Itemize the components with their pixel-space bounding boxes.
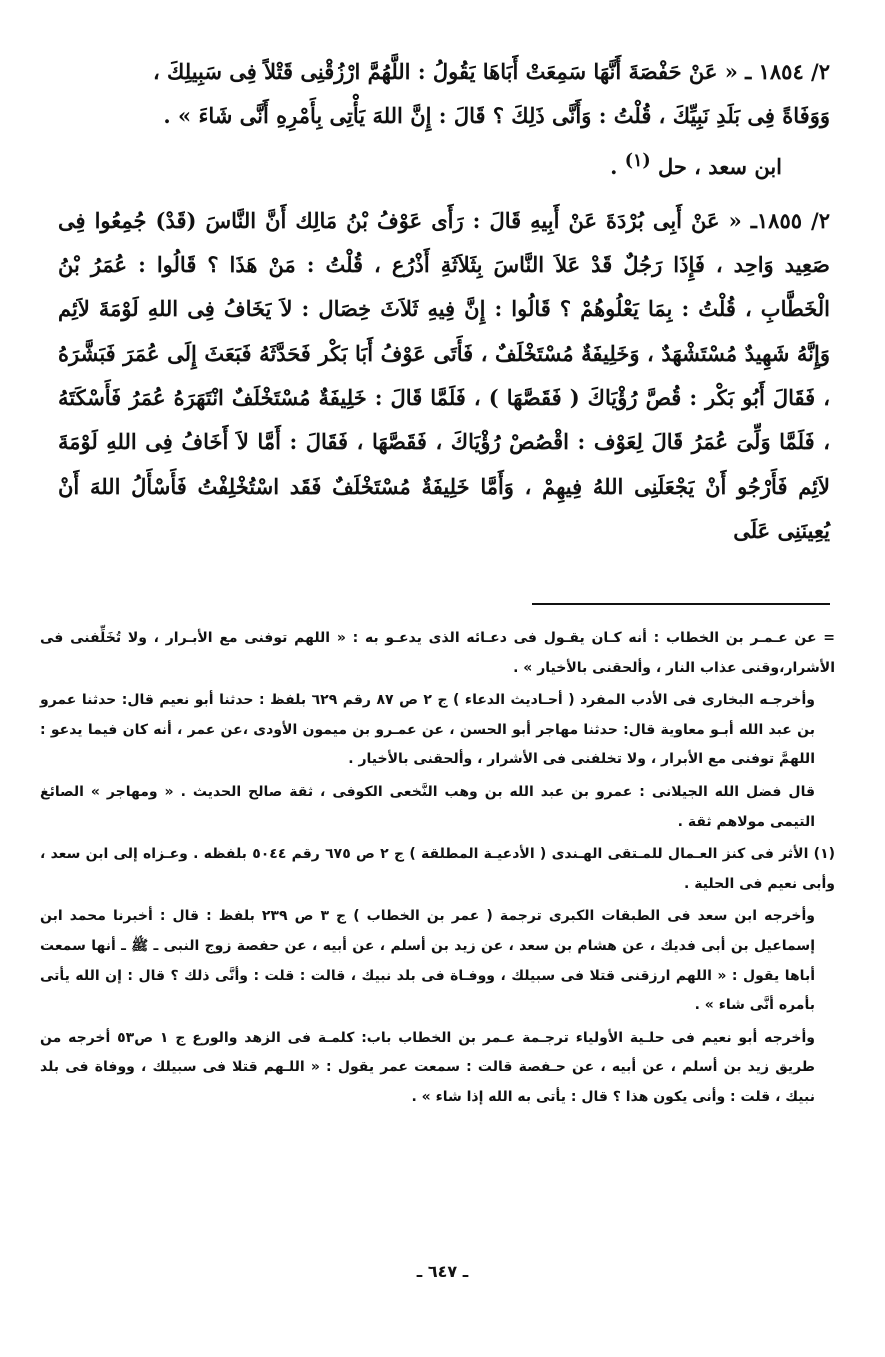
hadith-1854-line-1: ٢/ ١٨٥٤ ـ « عَنْ حَفْصَةَ أَنَّهَا سَمِعَتْ أَبَاهَا يَقُولُ : اللَّهُمَّ ارْزُقْنِى قَتْلاً فِى سَبِيلِكَ ، (152, 59, 830, 84)
footnotes (40, 624, 835, 1116)
source-end: . (610, 153, 625, 179)
footnote-divider (532, 603, 830, 605)
source-text: ابن سعد ، حل (657, 153, 782, 179)
footnote-ref: (١) (624, 150, 651, 171)
hadith-1854-line-2: وَوَفَاةً فِى بَلَدِ نَبِيِّكَ ، قُلْتُ : وَأَنَّى ذَلِكَ ؟ قَالَ : إِنَّ اللهَ يَأْتِى بِأَمْرِهِ أَنَّى شَاءَ » . (163, 103, 830, 129)
footnote-continued-1: = عن عـمـر بن الخطاب : أنه كـان يقـول فى دعـائه الذى يدعـو به : « اللهم توفنى مع الأبـرار ، ولا تُخَلِّفنى فى الأشرار،وقنى عذاب النار ، وألحقنى بالأخيار » . (40, 630, 835, 676)
footnote-1-ibn-saad: وأخرجه ابن سعد فى الطبقات الكبرى ترجمة ( عمر بن الخطاب ) ج ٣ ص ٢٣٩ بلفظ : قال : أخبرنا محمد ابن إسماعيل بن أبى فديك ، عن هشام بن سعد ، عن زيد بن أسلم ، عن أبيه ، عن حفصة زوج النبى ـ ﷺ ـ أنها سمعت أباها يقول : « اللهم ارزقنى قتلا فى سبيلك ، ووفـاة فى بلد نبيك ، قالت : قلت : وأنَّى ذلك ؟ قال : إن الله يأتى بأمره أنَّى شاء » . (40, 908, 815, 1014)
footnote-1-intro: (١) الأثر فى كنز العـمال للمـتقى الهـندى ( الأدعيـة المطلقة ) ج ٢ ص ٦٧٥ رقم ٥٠٤٤ بلفظه . وعـزاه إلى ابن سعد ، وأبى نعيم فى الحلية . (40, 846, 836, 892)
page-number: ـ ٦٤٧ ـ (416, 1262, 469, 1281)
main-text (58, 50, 830, 553)
hadith-1854-source (58, 139, 830, 189)
footnote-continued-2: وأخرجـه البخارى فى الأدب المفرد ( أحـاديث الدعاء ) ج ٢ ص ٨٧ رقم ٦٢٩ بلفظ : حدثنا أبو نعيم قال: حدثنا عمرو بن عبد الله أبـو معاوية قال: حدثنا مهاجر أبو الحسن ، عن عمـرو بن ميمون الأودى ،عن عمر ، أنه كان فيما يدعو : اللهمَّ توفنى مع الأبرار ، ولا تخلفنى فى الأشرار ، وألحقنى بالأخيار . (40, 692, 815, 768)
hadith-1855: ٢/ ١٨٥٥ـ « عَنْ أَبِى بُرْدَةَ عَنْ أَبِيهِ قَالَ : رَأَى عَوْفُ بْنُ مَالِك أَنَّ النَّاسَ (قَدْ) جُمِعُوا فِى صَعِيد وَاحِد ، فَإِذَا رَجُلٌ قَدْ عَلاَ النَّاسَ بِثَلاَثَةِ أَذْرُع ، قُلْتُ : مَنْ هَذَا ؟ قَالُوا : عُمَرُ بْنُ الْخَطَّابِ ، قُلْتُ : بِمَا يَعْلُوهُمْ ؟ قَالُوا : إِنَّ فِيهِ ثَلاَثَ خِصَال : لاَ يَخَافُ فِى اللهِ لَوْمَةَ لاَئِم وَإِنَّهُ شَهِيدٌ مُسْتَشْهَدٌ ، وَخَلِيفَةٌ مُسْتَخْلَفٌ ، فَأَتَى عَوْفُ أَبَا بَكْر فَحَدَّثَهُ فَبَعَثَ إِلَى عُمَرَ فَبَشَّرَهُ ، فَقَالَ أَبُو بَكْر : قُصَّ رُؤْيَاكَ ( فَقَصَّهَا ) ، فَلَمَّا قَالَ : خَلِيفَةٌ مُسْتَخْلَفٌ انْتَهَرَهُ عُمَرُ فَأَسْكَتَهُ ، فَلَمَّا وَلِّىَ عُمَرُ قَالَ لِعَوْف : اقْصُصْ رُؤْيَاكَ ، فَقَصَّهَا ، فَقَالَ : أَمَّا لاَ أَخَافُ فِى اللهِ لَوْمَةَ لاَئِم فَأَرْجُو أَنْ يَجْعَلَنِى اللهُ فِيهِمْ ، وَأَمَّا خَلِيفَةٌ مُسْتَخْلَفٌ فَقَد اسْتُخْلِفْتُ فَأَسْأَلُ اللهَ أَنْ يُعِينَنِى عَلَى (58, 207, 830, 543)
footnote-1-abu-nuaym: وأخرجه أبو نعيم فى حلـية الأولياء ترجـمة عـمر بن الخطاب باب: كلمـة فى الزهد والورع ج ١ ص٥٣ أخرجه من طريق زيد بن أسلم ، عن أبيه ، عن حـفصة قالت : سمعت عمر يقول : « اللـهم قتلا فى سبيلك ، ووفاة فى بلد نبيك ، قلت : وأنى يكون هذا ؟ قال : يأتى به الله إذا شاء » . (40, 1029, 815, 1105)
footnote-continued-3: قال فضل الله الجيلانى : عمرو بن عبد الله بن وهب النَّخعى الكوفى ، ثقة صالح الحديث . « ومهاجر » الصائغ التيمى مولاهم ثقة . (40, 783, 815, 830)
